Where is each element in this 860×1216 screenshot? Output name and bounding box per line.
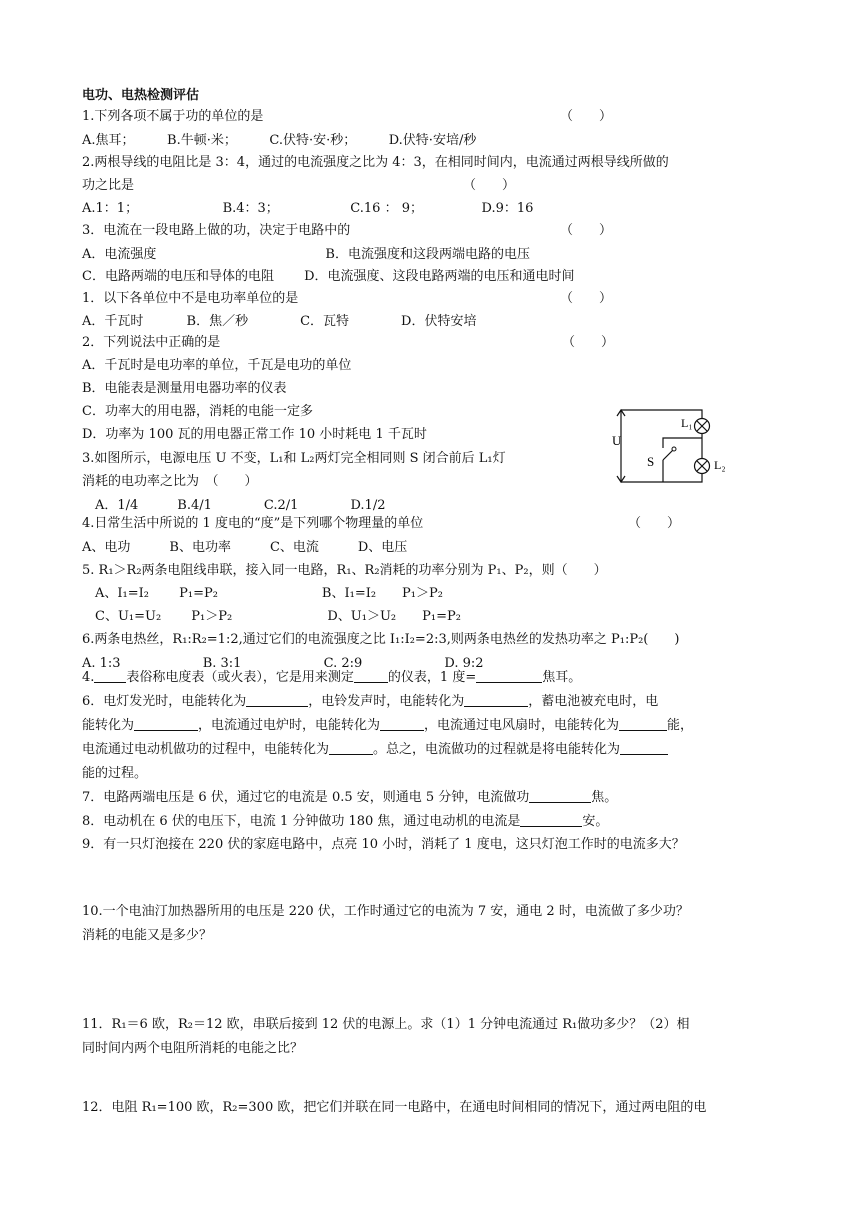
question-line (82, 199, 533, 219)
problem-10: 10.一个电油汀加热器所用的电压是 220 伏，工作时通过它的电流为 7 安，通电 2 时，电流做了多少功？ (82, 904, 689, 919)
question-line (82, 379, 287, 399)
question-line (82, 607, 461, 627)
question-line (82, 221, 613, 241)
question-text: C．功率大的用电器，消耗的电能一定多 (82, 404, 313, 419)
question-line (82, 333, 615, 353)
problem-10-line2: 消耗的电能又是多少？ (82, 928, 213, 943)
question-6-fill: 6．电灯发光时，电能转化为 ，电铃发声时，电能转化为 ，蓄电池被充电时，电 (82, 694, 659, 709)
voltage-label: U (612, 433, 622, 448)
question-text: 1．以下各单位中不是电功率单位的是 (82, 291, 299, 306)
question-8-fill: 8．电动机在 6 伏的电压下，电流 1 分钟做功 180 焦，通过电动机的电流是 安。 (82, 814, 609, 829)
question-line (82, 496, 385, 516)
question-text: C．电路两端的电压和导体的电阻 D．电流强度、这段电路两端的电压和通电时间 (82, 269, 575, 284)
question-text: 2．下列说法中正确的是 (82, 335, 221, 350)
question-line (82, 538, 407, 558)
answer-paren: （ ） (560, 291, 613, 306)
question-text: A．千瓦时 B．焦／秒 C．瓦特 D．伏特安培 (82, 314, 477, 329)
answer-paren: （ ） (560, 223, 613, 238)
question-text: A、I₁=I₂ P₁=P₂ B、I₁=I₂ P₁＞P₂ (82, 586, 443, 601)
question-text: 3．电流在一段电路上做的功，决定于电路中的 (82, 223, 351, 238)
question-text: 功之比是 (82, 178, 135, 193)
question-line (82, 449, 506, 469)
question-line (82, 245, 530, 265)
problem-11-line2: 同时间内两个电阻所消耗的电能之比？ (82, 1041, 304, 1056)
question-text: D．功率为 100 瓦的用电器正常工作 10 小时耗电 1 千瓦时 (82, 427, 427, 442)
lamp-l2-label: L₂ (714, 458, 726, 472)
question-text: 3.如图所示，电源电压 U 不变，L₁和 L₂两灯完全相同则 S 闭合前后 L₁灯 (82, 451, 506, 466)
question-line (82, 107, 613, 127)
answer-paren: （ ） (463, 178, 516, 193)
switch-blade-icon (663, 450, 673, 460)
question-line (82, 131, 476, 151)
question-line (82, 402, 313, 422)
question-6-fill-line4: 能的过程。 (82, 766, 148, 781)
question-text: B．电能表是测量用电器功率的仪表 (82, 381, 287, 396)
question-line (82, 425, 427, 445)
question-text: 5. R₁＞R₂两条电阻线串联，接入同一电路，R₁、R₂消耗的功率分别为 P₁、P₂，则（ ） (82, 563, 607, 578)
page-title: 电功、电热检测评估 (82, 88, 200, 103)
question-text: A．1/4 B.4/1 C.2/1 D.1/2 (82, 498, 386, 513)
question-text: 消耗的电功率之比为 （ ） (82, 474, 258, 489)
question-line (82, 514, 681, 534)
question-4-fill: 4. 表俗称电度表（或火表），它是用来测定 的仪表，1 度= 焦耳。 (82, 670, 582, 685)
bottom-wire (621, 474, 702, 482)
question-text: 4.日常生活中所说的 1 度电的“度”是下列哪个物理量的单位 (82, 516, 424, 531)
question-text: 6.两条电热丝，R₁:R₂=1:2,通过它们的电流强度之比 I₁:I₂=2:3,则两条电热丝的发热功率之 P₁:P₂( ) (82, 632, 680, 647)
question-text: 2.两根导线的电阻比是 3：4，通过的电流强度之比为 4：3，在相同时间内，电流通过两根导线所做的 (82, 155, 669, 170)
question-text: C、U₁=U₂ P₁＞P₂ D、U₁＞U₂ P₁=P₂ (82, 609, 461, 624)
question-line (82, 630, 679, 650)
circuit-diagram (603, 400, 733, 490)
question-text: A. 1:3 B. 3:1 C. 2:9 D. 9:2 (82, 656, 484, 671)
problem-12: 12．电阻 R₁=100 欧，R₂=300 欧，把它们并联在同一电路中，在通电时间相同的情况下，通过两电阻的电 (82, 1100, 707, 1115)
answer-paren: （ ） (628, 516, 681, 531)
question-line (82, 356, 351, 376)
question-line (82, 561, 607, 581)
lamp-l1-label: L₁ (681, 416, 693, 430)
question-line (82, 312, 476, 332)
question-line (82, 584, 443, 604)
question-line (82, 289, 613, 309)
question-line (82, 176, 516, 196)
problem-11: 11．R₁＝6 欧，R₂＝12 欧，串联后接到 12 伏的电源上。求（1）1 分钟电流通过 R₁做功多少？（2）相 (82, 1017, 690, 1032)
switch-wire-top (663, 438, 702, 448)
problem-9: 9．有一只灯泡接在 220 伏的家庭电路中，点亮 10 小时，消耗了 1 度电，这只灯泡工作时的电流多大？ (82, 837, 685, 852)
question-line (82, 267, 575, 287)
question-text: A、电功 B、电功率 C、电流 D、电压 (82, 540, 408, 555)
question-text: A．千瓦时是电功率的单位，千瓦是电功的单位 (82, 358, 352, 373)
question-text: 1.下列各项不属于功的单位的是 (82, 109, 264, 124)
question-text: A．电流强度 B．电流强度和这段两端电路的电压 (82, 247, 530, 262)
question-6-fill-line3: 电流通过电动机做功的过程中，电能转化为 。总之，电流做功的过程就是将电能转化为 (82, 740, 668, 760)
question-line (82, 153, 669, 173)
question-7-fill: 7．电路两端电压是 6 伏，通过它的电流是 0.5 安，则通电 5 分钟，电流做功 焦。 (82, 790, 618, 805)
question-text: A.焦耳； B.牛顿·米； C.伏特·安·秒； D.伏特·安培/秒 (82, 133, 477, 148)
question-text: A.1：1； B.4：3； C.16 ： 9； D.9：16 (82, 201, 534, 216)
question-line (82, 472, 258, 492)
answer-paren: （ ） (562, 335, 615, 350)
answer-paren: （ ） (560, 109, 613, 124)
question-6-fill-line2: 能转化为 ，电流通过电炉时，电能转化为 ，电流通过电风扇时，电能转化为 能， (82, 718, 694, 733)
switch-label: S (647, 454, 655, 469)
